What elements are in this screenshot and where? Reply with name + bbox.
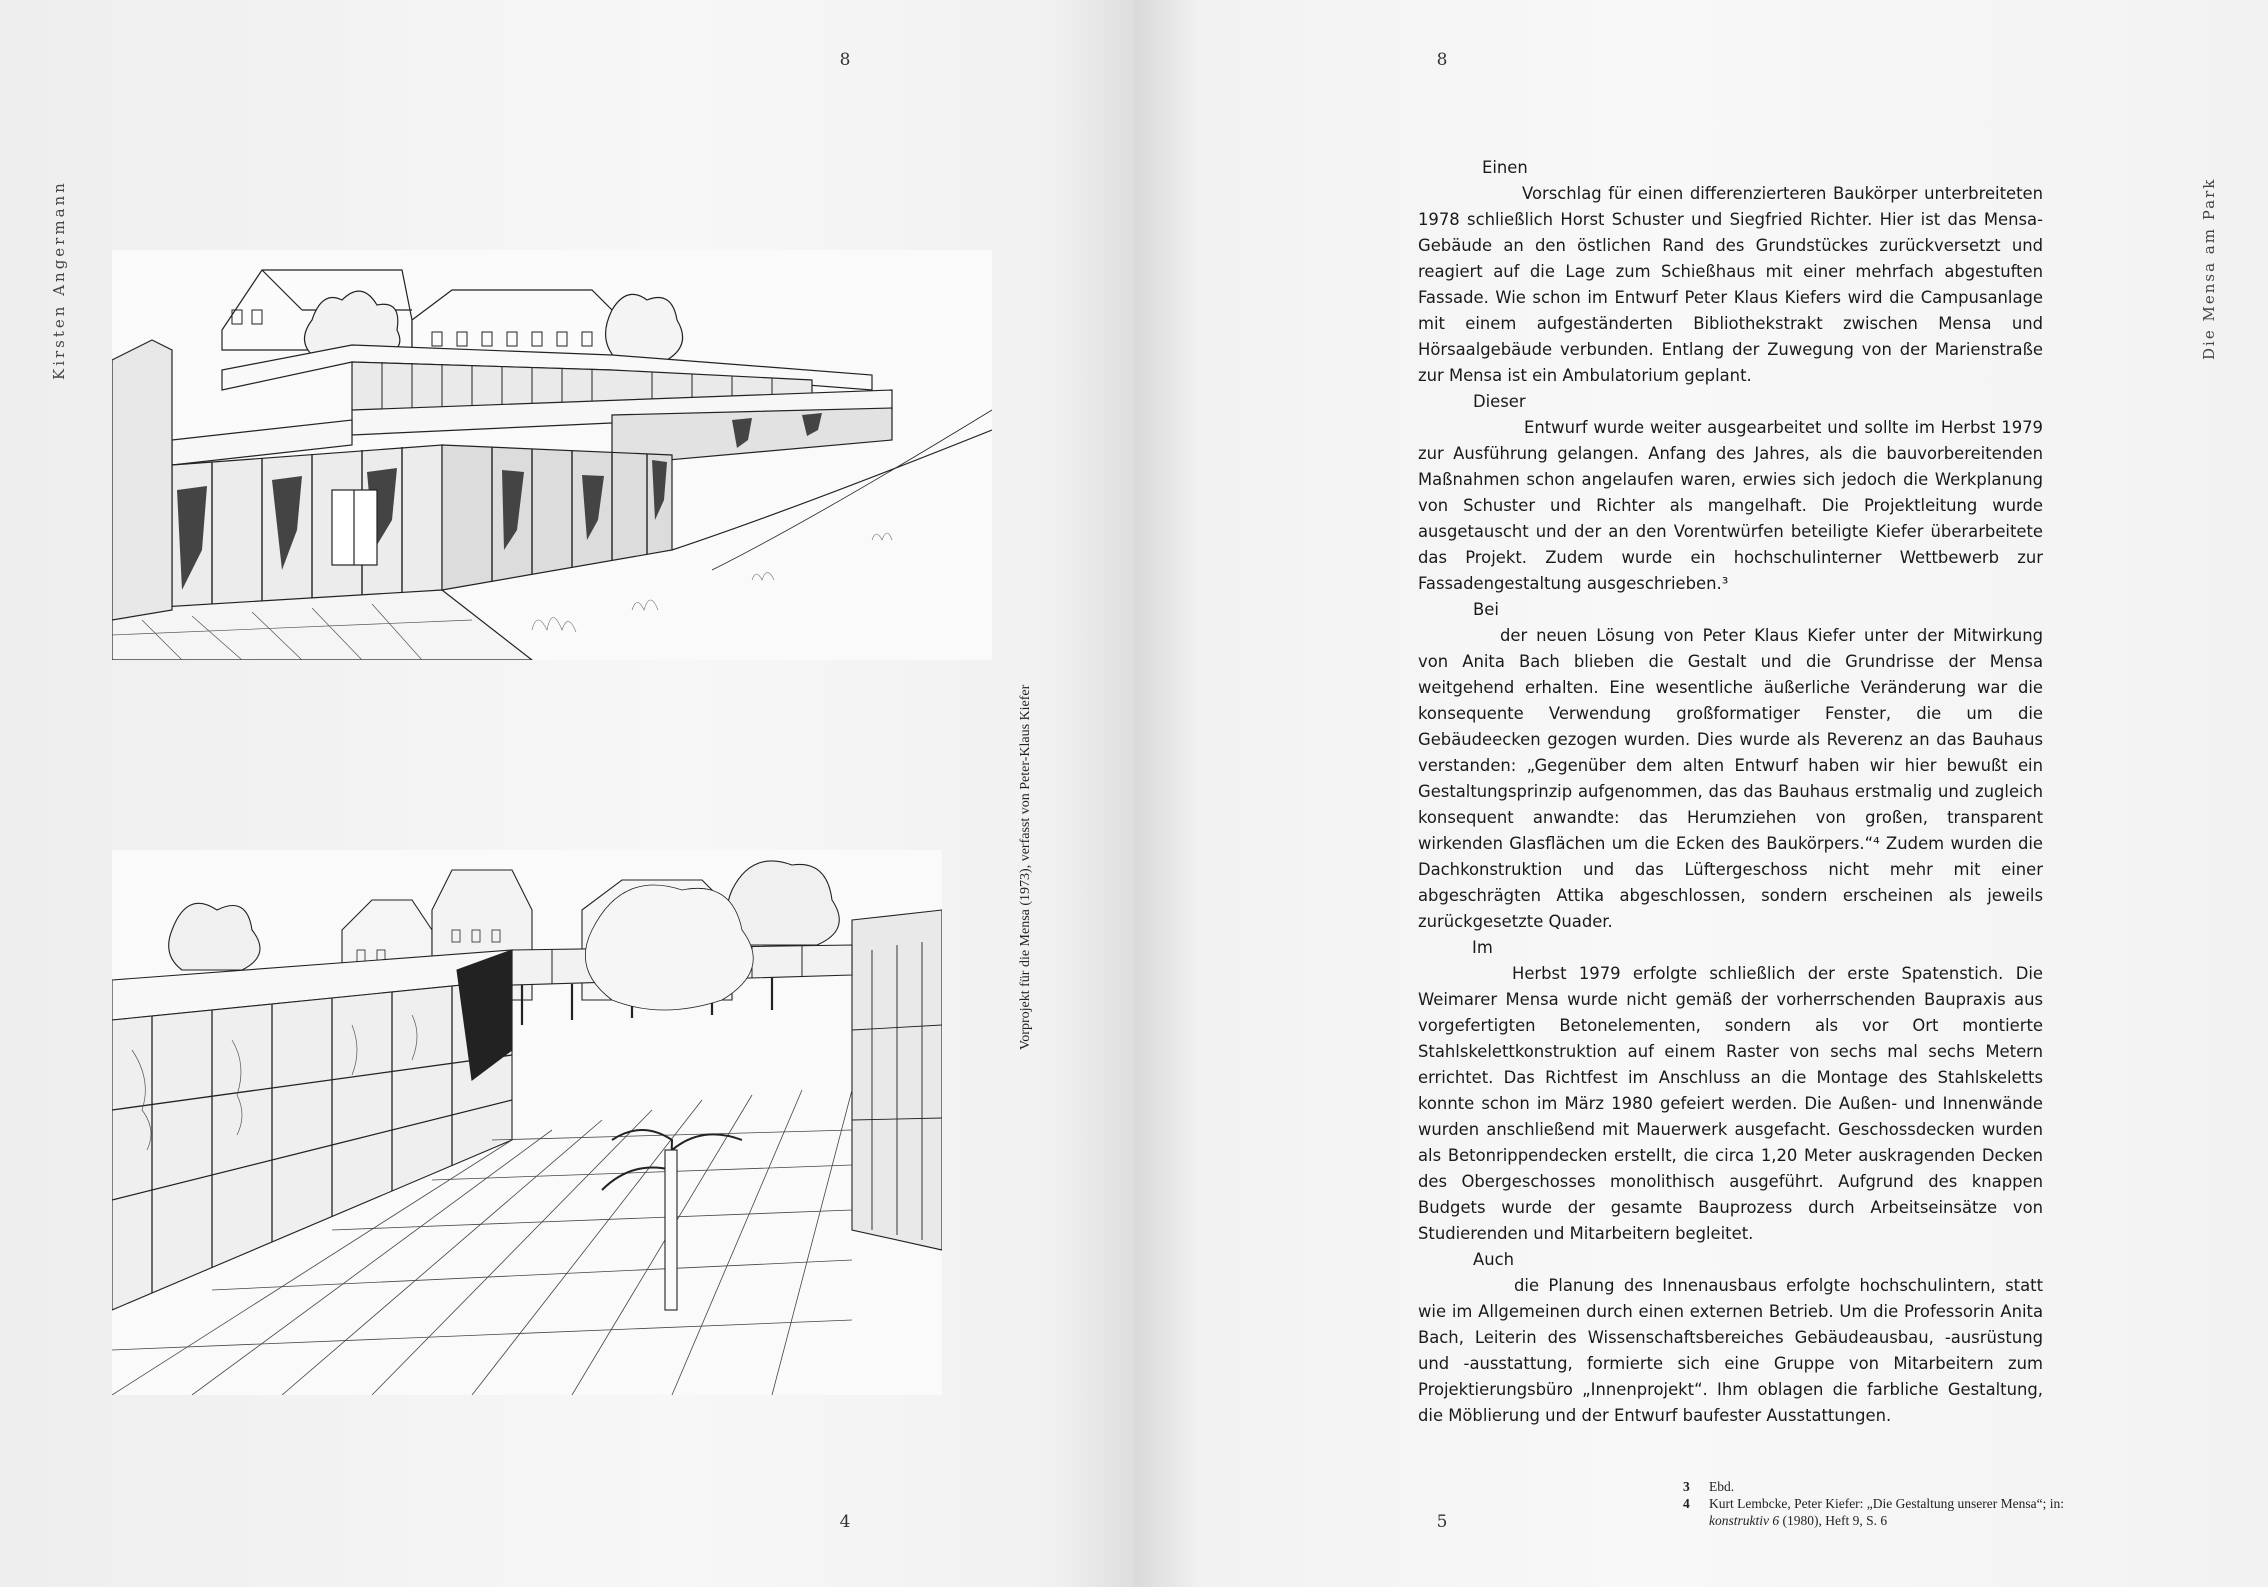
footnote [1683,1495,2083,1529]
left-running-head: Kirsten Angermann [50,180,68,380]
footnote-number: 4 [1683,1496,1690,1511]
body-text-column [1418,155,2043,1429]
paragraph [1418,935,2043,1247]
right-page-number: 5 [1436,1512,1448,1532]
left-header-number: 8 [839,50,851,70]
architectural-drawing-top [112,250,992,660]
paragraph-text: der neuen Lösung von Peter Klaus Kiefer unter der Mitwirkung von Anita Bach blieben die Gestalt und die Grundrisse der Mensa weitgehend erhalten. Eine wesentliche äußerliche Veränderung war die konsequente Verwendung großformatiger Fenster, die um die Gebäudeecken gezogen wurden. Dies wurde als Reverenz an das Bauhaus verstanden: „Gegenüber dem alten Entwurf haben wir hier bewußt ein Gestaltungsprinzip aufgenommen, das das Bauhaus erstmalig und zugleich konsequent anwandte: das Herumziehen von großen, transparent wirkenden Glasflächen um die Ecken des Baukörpers.“⁴ Zudem wurden die Dachkonstruktion und das Lüftergeschoss nicht mehr mit einer abgeschrägten Attika abgeschlossen, sondern erscheinen als jeweils zurückgesetzte Quader. [1418,626,2043,931]
paragraph-lead-word: Dieser [1473,392,1526,411]
footnote-text: Ebd. [1709,1479,1735,1494]
right-running-head: Die Mensa am Park [2200,177,2218,360]
left-page-number: 4 [839,1512,851,1532]
paragraph-lead-word: Einen [1482,158,1528,177]
paragraph [1418,155,2043,389]
perspective-sketch-courtyard [112,850,942,1395]
paragraph [1418,1247,2043,1429]
footnotes [1683,1478,2083,1529]
paragraph [1418,597,2043,935]
right-header-number: 8 [1436,50,1448,70]
perspective-sketch-aerial [112,250,992,660]
footnote [1683,1478,2083,1495]
paragraph [1418,389,2043,597]
paragraph-text: Entwurf wurde weiter ausgearbeitet und sollte im Herbst 1979 zur Ausführung gelangen. Anfang des Jahres, als die bauvorbereitenden Maßnahmen schon angelaufen waren, erwies sich jedoch die Werkplanung von Schuster und Richter als mangelhaft. Die Projektleitung wurde ausgetauscht und der an den Vorentwürfen beteiligte Kiefer überarbeitete das Projekt. Zudem wurde ein hochschulinterner Wettbewerb zur Fassadengestaltung ausgeschrieben.³ [1418,418,2043,593]
architectural-drawing-bottom [112,850,942,1395]
paragraph-text: die Planung des Innenausbaus erfolgte hochschulintern, statt wie im Allgemeinen durch einen externen Betrieb. Um die Professorin Anita Bach, Leiterin des Wissenschaftsbereiches Gebäudeausbau, -ausrüstung und -ausstattung, formierte sich eine Gruppe von Mitarbeitern zum Projektierungsbüro „Innenprojekt“. Ihm oblagen die farbliche Gestaltung, die Möblierung und der Entwurf baufester Ausstattungen. [1418,1276,2043,1425]
footnote-text: Kurt Lembcke, Peter Kiefer: „Die Gestaltung unserer Mensa“; in: konstruktiv 6 (1980), Heft 9, S. 6 [1709,1496,2064,1528]
paragraph-lead-word: Im [1472,938,1493,957]
figure-caption: Vorprojekt für die Mensa (1973), verfasst von Peter-Klaus Kiefer [1018,684,1033,1050]
paragraph-lead-word: Auch [1473,1250,1515,1269]
paragraph-lead-word: Bei [1473,600,1499,619]
paragraph-text: Vorschlag für einen differenzierteren Baukörper unterbreiteten 1978 schließlich Horst Schuster und Siegfried Richter. Hier ist das Mensa-Gebäude an den östlichen Rand des Grundstückes zurückversetzt und reagiert auf die Lage zum Schießhaus mit einer mehrfach abgestuften Fassade. Wie schon im Entwurf Peter Klaus Kiefers wird die Campusanlage mit einem aufgeständerten Bibliothekstrakt zwischen Mensa und Hörsaalgebäude verbunden. Entlang der Zuwegung von der Marienstraße zur Mensa ist ein Ambulatorium geplant. [1418,184,2043,385]
footnote-number: 3 [1683,1479,1690,1494]
paragraph-text: Herbst 1979 erfolgte schließlich der erste Spatenstich. Die Weimarer Mensa wurde nicht gemäß der vorherrschenden Baupraxis aus vorgefertigten Betonelementen, sondern als vor Ort montierte Stahlskelettkonstruktion auf einem Raster von sechs mal sechs Metern errichtet. Das Richtfest im Anschluss an die Montage des Stahlskeletts konnte schon im März 1980 gefeiert werden. Die Außen- und Innenwände wurden anschließend mit Mauerwerk ausgefacht. Geschossdecken wurden als Betonrippendecken erstellt, die circa 1,20 Meter auskragenden Decken des Obergeschosses monolithisch ausgeführt. Aufgrund des knappen Budgets wurde der gesamte Bauprozess durch Arbeitseinsätze von Studierenden und Mitarbeitern begleitet. [1418,964,2043,1243]
